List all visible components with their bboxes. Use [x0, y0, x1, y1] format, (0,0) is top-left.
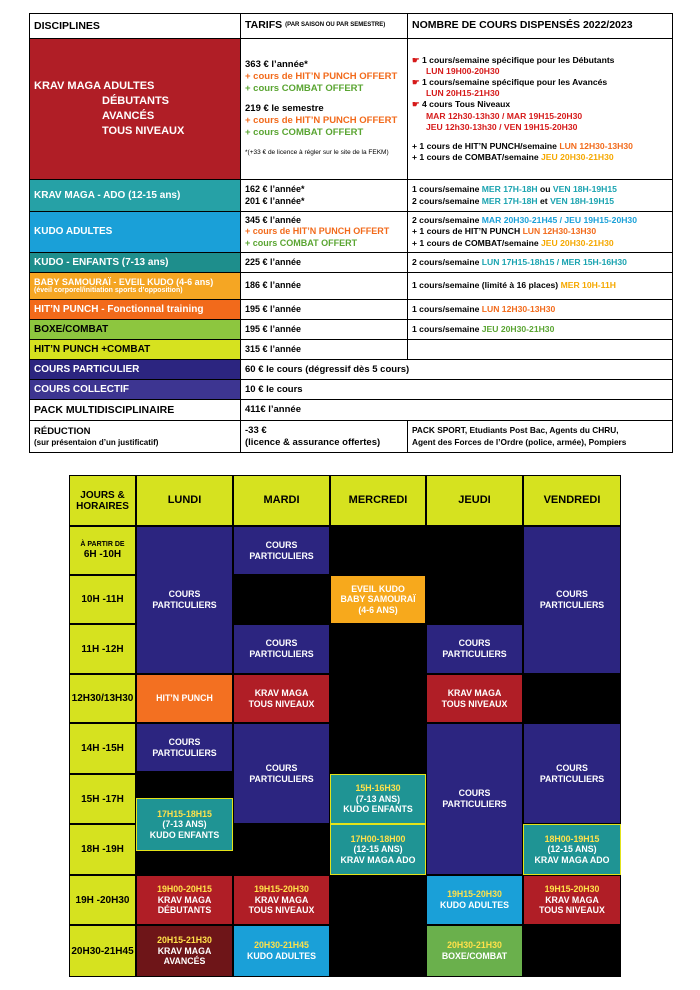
price-krav-ado: 162 € l’année* 201 € l’année* — [240, 180, 407, 211]
price-particulier: 60 € le cours (dégressif dès 5 cours) — [240, 360, 672, 379]
price-hitnpunch: 195 € l’année — [240, 300, 407, 319]
price-kudo-adultes: 345 € l’année + cours de HIT’N PUNCH OFFERT + cours COMBAT OFFERT — [240, 212, 407, 252]
vendredi-krav-ado: 18H00-19H15 (12-15 ANS) KRAV MAGA ADO — [523, 824, 621, 875]
time-11h-12h: 11H -12H — [69, 624, 136, 674]
day-jeudi: JEUDI — [426, 475, 523, 526]
day-vendredi: VENDREDI — [523, 475, 621, 526]
mercredi-krav-ado: 17H00-18H00 (12-15 ANS) KRAV MAGA ADO — [330, 824, 426, 875]
lundi-krav-debutants: 19H00-20H15 KRAV MAGA DÉBUTANTS — [136, 875, 233, 925]
row-kudo-adultes — [30, 211, 672, 252]
pricing-header-row — [30, 14, 672, 38]
row-kudo-enfants — [30, 252, 672, 272]
cours-hitnpunch: 1 cours/semaine LUN 12H30-13H30 — [407, 300, 672, 319]
row-particulier — [30, 359, 672, 379]
discipline-collectif: COURS COLLECTIF — [30, 380, 240, 399]
row-pack — [30, 399, 672, 420]
time-20h30-21h45: 20H30-21H45 — [69, 925, 136, 977]
day-mardi: MARDI — [233, 475, 330, 526]
cours-krav-adultes: ☛ 1 cours/semaine spécifique pour les Débutants LUN 19H00-20H30 ☛ 1 cours/semaine spécifique pour les Avancés LUN 20H15-21H30 ☛ 4 cours Tous Niveaux MAR 12h30-13h30 / MAR 19H15-20H30 JEU 12h30-13h30 / VEN 19H15-20H30 + 1 cours de HIT’N PUNCH/semaine LUN 12H30-13H30 + 1 cours de COMBAT/semaine JEU 20H30-21H30 — [407, 39, 672, 179]
vendredi-krav-tous-niveaux: 19H15-20H30 KRAV MAGA TOUS NIVEAUX — [523, 875, 621, 925]
discipline-kudo-enfants: KUDO - ENFANTS (7-13 ans) — [30, 253, 240, 272]
header-tarifs: TARIFS (PAR SAISON OU PAR SEMESTRE) — [240, 14, 407, 38]
mercredi-eveil-kudo: EVEIL KUDO BABY SAMOURAÏ (4-6 ANS) — [330, 575, 426, 624]
discipline-krav-adultes: KRAV MAGA ADULTES DÉBUTANTS AVANCÉS TOUS NIVEAUX — [30, 39, 240, 179]
time-14h-15h: 14H -15H — [69, 723, 136, 774]
discipline-particulier: COURS PARTICULIER — [30, 360, 240, 379]
vendredi-cours-particuliers-apm: COURS PARTICULIERS — [523, 723, 621, 824]
price-kudo-enfants: 225 € l’année — [240, 253, 407, 272]
row-collectif — [30, 379, 672, 399]
time-19h-20h30: 19H -20H30 — [69, 875, 136, 925]
cours-reduction: PACK SPORT, Etudiants Post Bac, Agents du CHRU, Agent des Forces de l’Ordre (police, armée), Pompiers — [407, 421, 672, 452]
pricing-table — [29, 13, 673, 453]
row-reduction — [30, 420, 672, 452]
price-boxe: 195 € l’année — [240, 320, 407, 339]
header-cours: NOMBRE DE COURS DISPENSÉS 2022/2023 — [407, 14, 672, 38]
discipline-pack: PACK MULTIDISCIPLINAIRE — [34, 404, 175, 416]
price-baby-samourai: 186 € l’année — [240, 273, 407, 299]
discipline-reduction: RÉDUCTION (sur présentaion d’un justificatif) — [34, 425, 159, 447]
discipline-krav-ado: KRAV MAGA - ADO (12-15 ans) — [30, 180, 240, 211]
row-boxe — [30, 319, 672, 339]
mardi-kudo-adultes: 20H30-21H45 KUDO ADULTES — [233, 925, 330, 977]
row-krav-adultes — [30, 38, 672, 179]
time-12h30-13h30: 12H30/13H30 — [69, 674, 136, 723]
lundi-krav-avances: 20H15-21H30 KRAV MAGA AVANCÉS — [136, 925, 233, 977]
lundi-cours-particuliers: COURS PARTICULIERS — [136, 526, 233, 674]
discipline-boxe: BOXE/COMBAT — [30, 320, 240, 339]
row-krav-ado — [30, 179, 672, 211]
cours-baby-samourai: 1 cours/semaine (limité à 16 places) MER 10H-11H — [407, 273, 672, 299]
discipline-hitnpunch: HIT’N PUNCH - Fonctionnal training — [30, 300, 240, 319]
cours-hit-combat — [407, 340, 672, 359]
weekly-schedule — [69, 475, 621, 977]
row-hit-combat — [30, 339, 672, 359]
mardi-cours-particuliers-apm: COURS PARTICULIERS — [233, 723, 330, 824]
price-collectif: 10 € le cours — [240, 380, 672, 399]
day-mercredi: MERCREDI — [330, 475, 426, 526]
mardi-krav-tous-niveaux-midi: KRAV MAGA TOUS NIVEAUX — [233, 674, 330, 723]
corner-header: JOURS & HORAIRES — [69, 475, 136, 526]
mercredi-kudo-enfants: 15H-16H30 (7-13 ANS) KUDO ENFANTS — [330, 774, 426, 824]
jeudi-cours-particuliers-11h: COURS PARTICULIERS — [426, 624, 523, 674]
lundi-hitnpunch: HIT’N PUNCH — [136, 674, 233, 723]
cours-kudo-adultes: 2 cours/semaine MAR 20H30-21H45 / JEU 19H15-20H30 + 1 cours de HIT’N PUNCH LUN 12H30-13H30 + 1 cours de COMBAT/semaine JEU 20H30-21H30 — [407, 212, 672, 252]
header-disciplines: DISCIPLINES — [34, 20, 100, 32]
day-lundi: LUNDI — [136, 475, 233, 526]
vendredi-cours-particuliers-matin: COURS PARTICULIERS — [523, 526, 621, 674]
time-18h-19h: 18H -19H — [69, 824, 136, 875]
cours-krav-ado: 1 cours/semaine MER 17H-18H ou VEN 18H-19H15 2 cours/semaine MER 17H-18H et VEN 18H-19H15 — [407, 180, 672, 211]
price-hit-combat: 315 € l’année — [240, 340, 407, 359]
price-reduction: -33 € (licence & assurance offertes) — [240, 421, 407, 452]
jeudi-boxe-combat: 20H30-21H30 BOXE/COMBAT — [426, 925, 523, 977]
jeudi-kudo-adultes: 19H15-20H30 KUDO ADULTES — [426, 875, 523, 925]
time-15h-17h: 15H -17H — [69, 774, 136, 824]
discipline-baby-samourai: BABY SAMOURAÏ - EVEIL KUDO (4-6 ans) (éveil corporel/initiation sports d’opposition) — [30, 273, 240, 299]
cours-boxe: 1 cours/semaine JEU 20H30-21H30 — [407, 320, 672, 339]
price-pack: 411€ l’année — [240, 400, 672, 420]
cours-kudo-enfants: 2 cours/semaine LUN 17H15-18h15 / MER 15H-16H30 — [407, 253, 672, 272]
price-krav-adultes: 363 € l’année* + cours de HIT’N PUNCH OFFERT + cours COMBAT OFFERT 219 € le semestre + cours de HIT’N PUNCH OFFERT + cours COMBAT OFFERT *(+33 € de licence à régler sur le site de la FEKM) — [240, 39, 407, 179]
lundi-cours-particuliers-apm: COURS PARTICULIERS — [136, 723, 233, 772]
lundi-kudo-enfants: 17H15-18H15 (7-13 ANS) KUDO ENFANTS — [136, 798, 233, 851]
discipline-hit-combat: HIT’N PUNCH +COMBAT — [30, 340, 240, 359]
row-baby-samourai — [30, 272, 672, 299]
row-hitnpunch — [30, 299, 672, 319]
jeudi-cours-particuliers-apm: COURS PARTICULIERS — [426, 723, 523, 875]
mardi-krav-tous-niveaux-soir: 19H15-20H30 KRAV MAGA TOUS NIVEAUX — [233, 875, 330, 925]
time-10h-11h: 10H -11H — [69, 575, 136, 624]
mardi-cours-particuliers-11h: COURS PARTICULIERS — [233, 624, 330, 674]
tarifs-note: (PAR SAISON OU PAR SEMESTRE) — [285, 22, 386, 29]
mardi-cours-particuliers-matin: COURS PARTICULIERS — [233, 526, 330, 575]
discipline-kudo-adultes: KUDO ADULTES — [30, 212, 240, 252]
time-6h-10h: À PARTIR DE 6H -10H — [69, 526, 136, 575]
jeudi-krav-tous-niveaux: KRAV MAGA TOUS NIVEAUX — [426, 674, 523, 723]
